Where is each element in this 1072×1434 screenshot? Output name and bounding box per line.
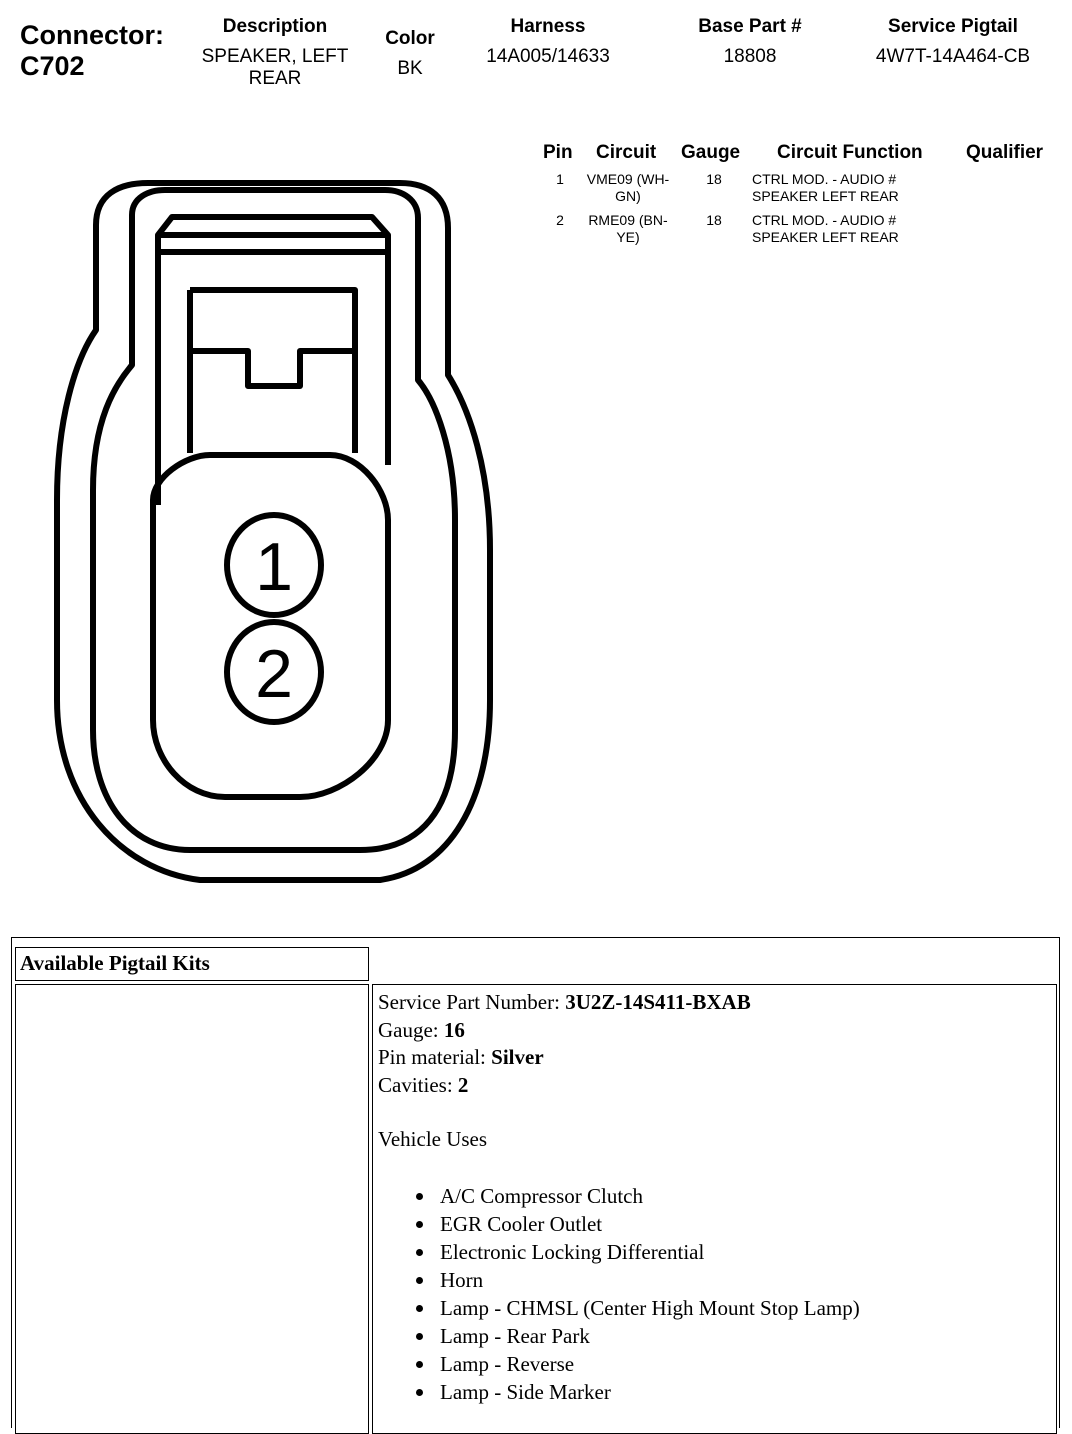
table-row-2-circuit-line1: RME09 (BN- (588, 212, 668, 228)
vehicle-use-text: Lamp - Side Marker (440, 1379, 611, 1404)
bullet-icon (416, 1389, 423, 1396)
service-part-number (378, 989, 1056, 1017)
table-row-2-circuit-line2: YE) (616, 229, 640, 245)
bullet-icon (416, 1221, 423, 1228)
table-row-1-circuit-line1: VME09 (WH- (586, 171, 670, 187)
table-row-2-function (752, 212, 952, 246)
cavity-2-label: 2 (255, 636, 293, 712)
pigtail-title-spacer (370, 947, 1057, 981)
table-row-1-gauge: 18 (706, 171, 722, 187)
list-item (378, 1322, 1056, 1350)
cavity-body (153, 455, 388, 797)
list-item (378, 1238, 1056, 1266)
gauge-header: Gauge (681, 142, 741, 163)
table-row-2-function-line1: CTRL MOD. - AUDIO # (752, 212, 897, 228)
table-row-1-function-line2: SPEAKER LEFT REAR (752, 188, 899, 204)
qualifier-header: Qualifier (966, 142, 1044, 163)
table-row-2-pin: 2 (556, 212, 564, 228)
table-row-1-function-line1: CTRL MOD. - AUDIO # (752, 171, 897, 187)
kit-gauge (378, 1017, 1056, 1045)
bullet-icon (416, 1333, 423, 1340)
pigtail-info (373, 985, 1056, 1406)
kit-gauge-value: 16 (443, 1017, 465, 1042)
pigtail-image-cell (15, 984, 369, 1434)
bullet-icon (416, 1361, 423, 1368)
service-pigtail-value: 4W7T-14A464-CB (875, 46, 1031, 67)
pin-material (378, 1044, 1056, 1072)
table-row-1-circuit (573, 171, 683, 205)
pin-material-label: Pin material: (378, 1045, 492, 1069)
harness-label: Harness (510, 16, 586, 37)
cavity-1-label: 1 (255, 529, 293, 605)
table-row-2-function-line2: SPEAKER LEFT REAR (752, 229, 899, 245)
pin-header: Pin (543, 142, 573, 163)
color-label: Color (385, 28, 435, 49)
table-row-1-pin: 1 (556, 171, 564, 187)
list-item (378, 1210, 1056, 1238)
connector-label: Connector: (20, 20, 164, 50)
cavities-label: Cavities: (378, 1072, 458, 1097)
cavities-value: 2 (457, 1072, 469, 1097)
connector-id: C702 (20, 51, 85, 81)
harness-value: 14A005/14633 (486, 46, 610, 67)
bullet-icon (416, 1277, 423, 1284)
base-part-label: Base Part # (698, 16, 802, 37)
description-line1: SPEAKER, LEFT (201, 46, 349, 67)
vehicle-use-text: Lamp - Reverse (440, 1351, 575, 1376)
table-row-2-circuit (573, 212, 683, 246)
list-item (378, 1294, 1056, 1322)
service-pigtail-label: Service Pigtail (888, 16, 1018, 37)
vehicle-use-text: Horn (440, 1267, 484, 1292)
description-line2: REAR (248, 68, 302, 89)
description-label: Description (222, 16, 328, 37)
list-item (378, 1378, 1056, 1406)
base-part-value: 18808 (723, 46, 777, 67)
connector-diagram (0, 0, 540, 910)
list-item (378, 1182, 1056, 1210)
table-row-2-gauge: 18 (706, 212, 722, 228)
vehicle-use-text: A/C Compressor Clutch (440, 1183, 643, 1208)
circuit-header: Circuit (596, 142, 657, 163)
vehicle-use-text: Electronic Locking Differential (440, 1239, 705, 1264)
vehicle-use-text: Lamp - CHMSL (Center High Mount Stop Lamp) (440, 1295, 860, 1320)
vehicle-use-text: EGR Cooler Outlet (440, 1211, 603, 1236)
pigtail-kits-table (11, 937, 1060, 1428)
pigtail-title-cell (15, 947, 369, 981)
circuit-function-header: Circuit Function (777, 142, 923, 163)
service-part-value: 3U2Z-14S411-BXAB (565, 990, 751, 1014)
table-row-1-circuit-line2: GN) (615, 188, 641, 204)
cavities (378, 1072, 1056, 1100)
bullet-icon (416, 1305, 423, 1312)
latch-window (190, 290, 355, 453)
list-item (378, 1350, 1056, 1378)
latch-notch (190, 351, 355, 386)
vehicle-uses-list (378, 1182, 1056, 1406)
bullet-icon (416, 1193, 423, 1200)
pin-material-value: Silver (491, 1045, 544, 1069)
service-part-label: Service Part Number: (378, 990, 566, 1014)
kit-gauge-label: Gauge: (378, 1017, 444, 1042)
table-row-1-function (752, 171, 952, 205)
list-item (378, 1266, 1056, 1294)
pigtail-info-cell (372, 984, 1057, 1434)
pigtail-title: Available Pigtail Kits (20, 951, 210, 975)
vehicle-uses-label: Vehicle Uses (378, 1127, 488, 1151)
color-value: BK (397, 58, 423, 79)
vehicle-use-text: Lamp - Rear Park (440, 1323, 590, 1348)
bullet-icon (416, 1249, 423, 1256)
